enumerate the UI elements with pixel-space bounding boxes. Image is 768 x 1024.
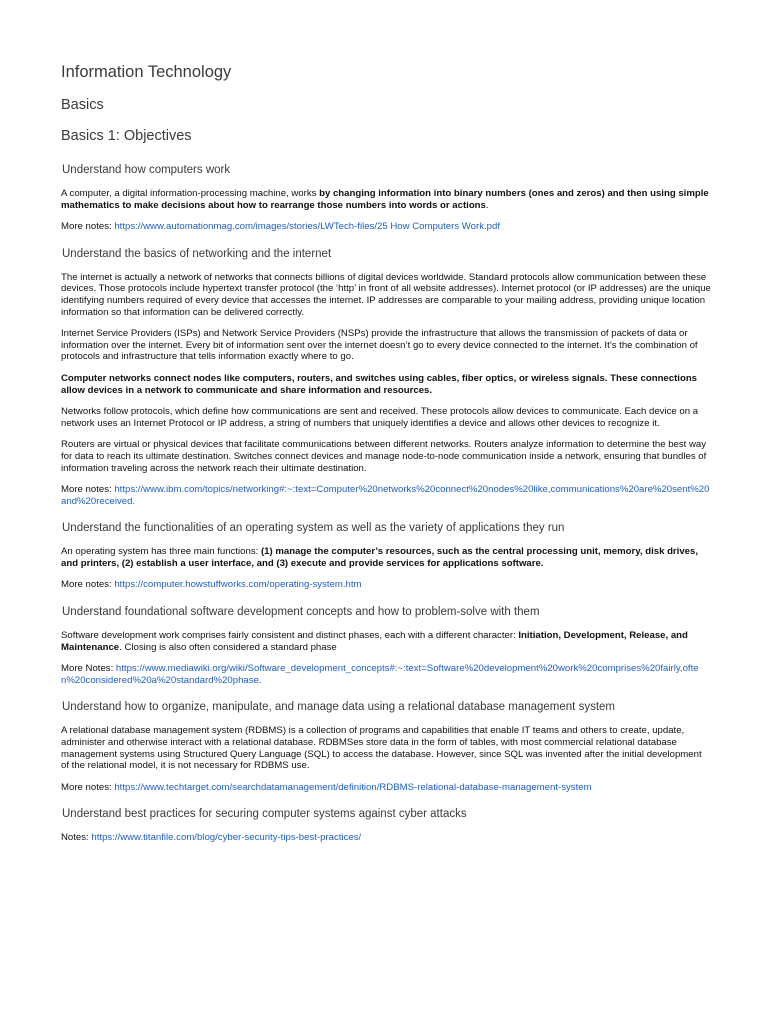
- paragraph-internet: The internet is actually a network of networks that connects billions of digital devices worldwide. Standard protocols allow communication between these devices. Those protocols include hypertext transfer protocol (the ‘http’ in front of all website addresses). Internet protocol (or IP addresses) are the unique identifying numbers required of every device that accesses the internet. IP addresses are comparable to your mailing address, providing unique location information so that information can be delivered correctly.: [61, 271, 711, 318]
- bold-span: by changing information into binary numbers (ones and zeros) and then using simple mathematics to make decisions about how to rearrange those numbers into words or actions: [61, 188, 709, 211]
- heading-cyber-security: Understand best practices for securing computer systems against cyber attacks: [62, 808, 467, 821]
- paragraph-protocols: Networks follow protocols, which define how communications are sent and received. These protocols allow devices to communicate. Each device on a network uses an Internet Protocol or IP address, a string of numbers that uniquely identifies a device and allows other devices to recognize it.: [61, 406, 699, 429]
- paragraph-os-functions: [61, 546, 711, 569]
- notes-label: More Notes:: [61, 663, 116, 675]
- paragraph-computer-definition: [61, 188, 711, 211]
- heading-networking-basics: Understand the basics of networking and the internet: [62, 247, 332, 260]
- notes-link[interactable]: https://www.titanfile.com/blog/cyber-security-tips-best-practices/: [91, 832, 362, 844]
- text-span: Software development work comprises fairly consistent and distinct phases, each with a different character:: [61, 630, 519, 642]
- section-title-basics: Basics: [61, 97, 104, 113]
- heading-how-computers-work: Understand how computers work: [62, 164, 231, 176]
- paragraph-routers: Routers are virtual or physical devices that facilitate communications between different networks. Routers analyze information to determine the best way for data to reach its ultimate destination. Switches connect devices and manage node-to-node communication inside a network, ensuring that bundles of information traveling across the network reach their ultimate destination.: [61, 439, 707, 474]
- text-span: . Closing is also often considered a standard phase: [119, 641, 337, 653]
- heading-rdbms: Understand how to organize, manipulate, and manage data using a relational database management system: [62, 701, 615, 714]
- document-body: [61, 163, 711, 844]
- section-title-objectives: Basics 1: Objectives: [61, 128, 192, 144]
- text-span: A computer, a digital information-processing machine, works: [61, 188, 320, 199]
- notes-line: [61, 221, 711, 233]
- heading-software-development: Understand foundational software development concepts and how to problem-solve with them: [62, 606, 540, 619]
- notes-link[interactable]: https://www.ibm.com/topics/networking#:~:text=Computer%20networks%20connect%20nodes%20like,communications%20are%20sent%20and%20received.: [61, 484, 710, 507]
- notes-line: [61, 782, 711, 794]
- document-title: Information Technology: [61, 63, 232, 81]
- notes-link[interactable]: https://www.mediawiki.org/wiki/Software_development_concepts#:~:text=Software%20development%20work%20comprises%20fairly,often%20considered%20a%20standard%20phase.: [61, 663, 699, 686]
- notes-line: [61, 484, 711, 507]
- paragraph-rdbms: A relational database management system (RDBMS) is a collection of programs and capabilities that enable IT teams and others to create, update, administer and otherwise interact with a relational database. RDBMSes store data in the form of tables, with most commercial relational database management systems using Structured Query Language (SQL) to access the database. However, since SQL was invented after the initial development of the relational model, it is not necessary for RDBMS use.: [61, 725, 702, 772]
- heading-operating-system: Understand the functionalities of an operating system as well as the variety of applications they run: [62, 522, 565, 535]
- paragraph-isp: Internet Service Providers (ISPs) and Network Service Providers (NSPs) provide the infrastructure that allows the transmission of packets of data or information over the internet. Every bit of information sent over the internet doesn’t go to every device connected to the internet. It’s the combination of protocols and infrastructure that tells information exactly where to go.: [61, 328, 698, 363]
- notes-label: More notes:: [61, 579, 115, 591]
- paragraph-network-nodes: Computer networks connect nodes like computers, routers, and switches using cables, fiber optics, or wireless signals. These connections allow devices in a network to communicate and share information and resources.: [61, 372, 698, 396]
- notes-link[interactable]: https://computer.howstuffworks.com/operating-system.htm: [114, 579, 362, 591]
- notes-label: More notes:: [61, 781, 115, 793]
- text-span: .: [485, 199, 489, 211]
- notes-label: More notes:: [61, 221, 115, 233]
- notes-line: [61, 579, 711, 591]
- notes-link[interactable]: https://www.techtarget.com/searchdatamanagement/definition/RDBMS-relational-database-management-system: [114, 781, 592, 793]
- notes-link[interactable]: https://www.automationmag.com/images/stories/LWTech-files/25 How Computers Work.pdf: [114, 221, 500, 233]
- notes-label: Notes:: [61, 832, 92, 844]
- paragraph-sdlc: [61, 630, 711, 653]
- notes-line: [61, 663, 711, 686]
- notes-label: More notes:: [61, 484, 115, 496]
- text-span: An operating system has three main functions:: [61, 546, 261, 558]
- notes-line: [61, 832, 711, 844]
- bold-span: (1) manage the computer’s resources, such as the central processing unit, memory, disk drives, and printers, (2) establish a user interface, and (3) execute and provide services for applications software.: [61, 546, 699, 569]
- bold-span: Initiation, Development, Release, and Maintenance: [61, 630, 688, 653]
